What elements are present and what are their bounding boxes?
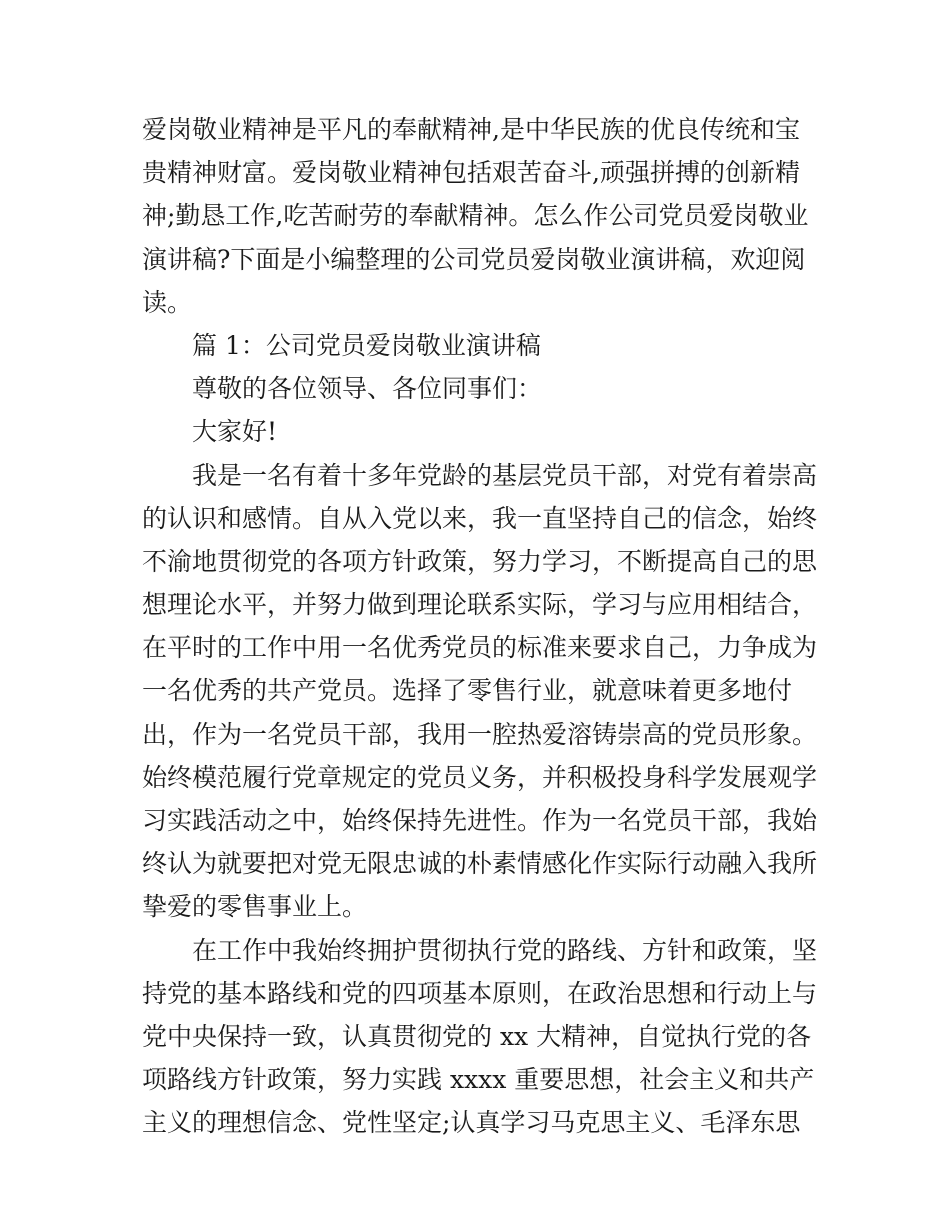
text-line: 习实践活动之中，始终保持先进性。作为一名党员干部，我始 [142,806,818,835]
text-line: 贵精神财富。爱岗敬业精神包括艰苦奋斗,顽强拼搏的创新精 [142,158,800,188]
text-line: 不渝地贯彻党的各项方针政策，努力学习，不断提高自己的思 [142,546,818,576]
greeting: 大家好! [192,417,278,447]
text-line: 演讲稿?下面是小编整理的公司党员爱岗敬业演讲稿，欢迎阅 [142,244,806,274]
text-line: 想理论水平，并努力做到理论联系实际，学习与应用相结合， [142,590,818,620]
text-line: 终认为就要把对党无限忠诚的朴素情感化作实际行动融入我所 [142,849,818,879]
document-body [142,108,822,1145]
text-line: 项路线方针政策，努力实践 xxxx 重要思想，社会主义和共产 [142,1065,815,1095]
text-line: 党中央保持一致，认真贯彻党的 xx 大精神，自觉执行党的各 [142,1021,812,1051]
text-line: 出，作为一名党员干部，我用一腔热爱溶铸崇高的党员形象。 [142,719,818,749]
salutation: 尊敬的各位领导、各位同事们： [192,374,543,404]
text-line: 在平时的工作中用一名优秀党员的标准来要求自己，力争成为 [142,633,818,663]
text-line: 挚爱的零售事业上。 [142,892,368,922]
text-line: 主义的理想信念、党性坚定;认真学习马克思主义、毛泽东思 [142,1108,801,1138]
text-line: 始终模范履行党章规定的党员义务，并积极投身科学发展观学 [142,762,818,792]
section-heading: 篇 1：公司党员爱岗敬业演讲稿 [192,330,541,360]
text-line: 一名优秀的共产党员。选择了零售行业，就意味着更多地付 [142,676,793,706]
text-line: 爱岗敬业精神是平凡的奉献精神,是中华民族的优良传统和宝 [142,115,800,144]
text-line: 读。 [142,287,193,317]
text-line: 神;勤恳工作,吃苦耐劳的奉献精神。怎么作公司党员爱岗敬业 [142,201,809,231]
paragraph-start: 在工作中我始终拥护贯彻执行党的路线、方针和政策，坚 [192,935,818,965]
text-line: 的认识和感情。自从入党以来，我一直坚持自己的信念，始终 [142,503,818,533]
paragraph-start: 我是一名有着十多年党龄的基层党员干部，对党有着崇高 [192,460,818,490]
text-line: 持党的基本路线和党的四项基本原则，在政治思想和行动上与 [142,978,818,1008]
